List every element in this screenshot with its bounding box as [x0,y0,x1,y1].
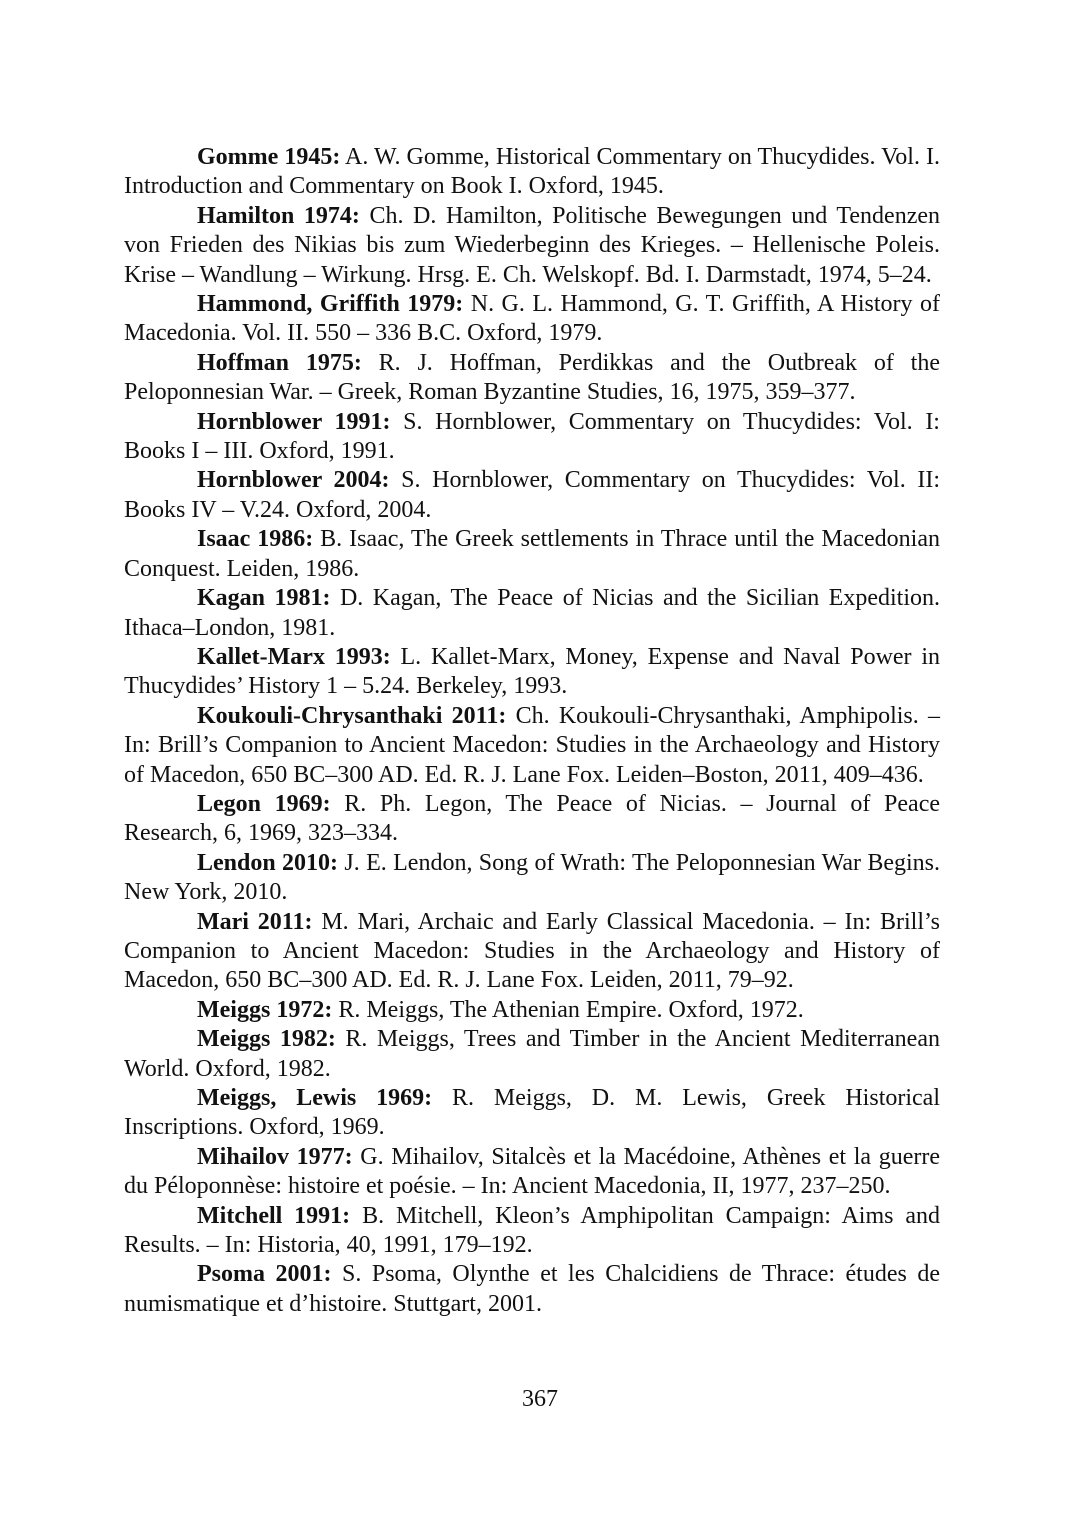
reference-entry [124,1025,940,1084]
page-number: 367 [522,1386,558,1412]
reference-text: G. Mihailov, Sitalcès et la Macédoine, Athènes et la guerre du Péloponnèse: histoire et poésie. – In: Ancient Macedonia, II, 1977, 237–250. [124,1143,940,1200]
reference-entry [124,290,940,349]
reference-entry [124,408,940,467]
reference-entry [124,525,940,584]
reference-key: Meiggs, Lewis 1969: [197,1085,433,1111]
reference-text: R. Meiggs, D. M. Lewis, Greek Historical Inscriptions. Oxford, 1969. [124,1085,940,1141]
reference-entry [124,908,940,996]
reference-text: R. J. Hoffman, Perdikkas and the Outbreak of the Peloponnesian War. – Greek, Roman Byzantine Studies, 16, 1975, 359–377. [124,349,940,406]
reference-key: Kallet-Marx 1993: [197,643,391,670]
reference-entry [124,349,940,408]
reference-entry [124,1143,940,1202]
reference-text: R. Meiggs, Trees and Timber in the Ancient Mediterranean World. Oxford, 1982. [124,1026,940,1082]
reference-text: R. Ph. Legon, The Peace of Nicias. – Journal of Peace Research, 6, 1969, 323–334. [124,790,940,847]
reference-key: Isaac 1986: [197,526,314,553]
reference-key: Mitchell 1991: [197,1202,351,1229]
reference-entry [124,790,940,849]
reference-key: Hammond, Griffith 1979: [197,291,464,318]
reference-text: S. Psoma, Olynthe et les Chalcidiens de Thrace: études de numismatique et d’histoire. Stuttgart, 2001. [124,1261,940,1317]
reference-entry [124,143,940,202]
reference-entry [124,466,940,525]
reference-entry [124,702,940,790]
reference-key: Meiggs 1982: [197,1026,336,1053]
reference-text: A. W. Gomme, Historical Commentary on Thucydides. Vol. I. Introduction and Commentary on Book I. Oxford, 1945. [124,144,941,200]
reference-text: L. Kallet-Marx, Money, Expense and Naval Power in Thucydides’ History 1 – 5.24. Berkeley, 1993. [124,643,941,700]
reference-text: B. Mitchell, Kleon’s Amphipolitan Campaign: Aims and Results. – In: Historia, 40, 1991, 179–192. [124,1202,941,1259]
reference-entry [124,1084,940,1143]
reference-text: S. Hornblower, Commentary on Thucydides: Vol. I: Books I – III. Oxford, 1991. [124,408,940,465]
reference-key: Mari 2011: [197,908,313,935]
reference-entry [124,1260,940,1319]
reference-key: Legon 1969: [197,790,331,817]
reference-text: D. Kagan, The Peace of Nicias and the Sicilian Expedition. Ithaca–London, 1981. [124,585,940,641]
reference-text: R. Meiggs, The Athenian Empire. Oxford, 1972. [332,996,804,1023]
reference-key: Hornblower 2004: [197,467,390,494]
reference-key: Lendon 2010: [197,849,339,876]
reference-key: Kagan 1981: [197,585,331,612]
reference-text: N. G. L. Hammond, G. T. Griffith, A History of Macedonia. Vol. II. 550 – 336 B.C. Oxford, 1979. [124,291,940,347]
reference-text: M. Mari, Archaic and Early Classical Macedonia. – In: Brill’s Companion to Ancient Macedon: Studies in the Archaeology and History of Macedon, 650 BC–300 AD. Ed. R. J. Lane Fox. Leiden, 2011, 79–92. [124,908,941,994]
bibliography-list [124,143,940,1319]
reference-key: Psoma 2001: [197,1261,332,1288]
reference-entry [124,849,940,908]
reference-entry [124,643,940,702]
reference-key: Hornblower 1991: [197,408,391,435]
reference-text: B. Isaac, The Greek settlements in Thrace until the Macedonian Conquest. Leiden, 1986. [124,526,940,582]
reference-key: Mihailov 1977: [197,1143,353,1170]
reference-key: Koukouli-Chrysanthaki 2011: [197,702,507,729]
reference-key: Meiggs 1972: [197,996,333,1023]
reference-entry [124,1202,940,1261]
reference-text: Ch. Koukouli-Chrysanthaki, Amphipolis. – In: Brill’s Companion to Ancient Macedon: Studies in the Archaeology and History of Macedon, 650 BC–300 AD. Ed. R. J. Lane Fox. Leiden–Boston, 2011, 409–436. [124,702,940,788]
reference-text: Ch. D. Hamilton, Politische Bewegungen und Tendenzen von Frieden des Nikias bis zum Wiederbeginn des Krieges. – Hellenische Poleis. Krise – Wandlung – Wirkung. Hrsg. E. Ch. Welskopf. Bd. I. Darmstadt, 1974, 5–24. [124,202,941,288]
reference-key: Hamilton 1974: [197,202,360,229]
reference-text: S. Hornblower, Commentary on Thucydides: Vol. II: Books IV – V.24. Oxford, 2004. [124,467,940,523]
reference-text: J. E. Lendon, Song of Wrath: The Peloponnesian War Begins. New York, 2010. [124,849,941,906]
reference-entry [124,202,940,290]
reference-entry [124,996,940,1025]
reference-key: Gomme 1945: [197,144,341,170]
reference-entry [124,584,940,643]
reference-key: Hoffman 1975: [197,349,362,376]
